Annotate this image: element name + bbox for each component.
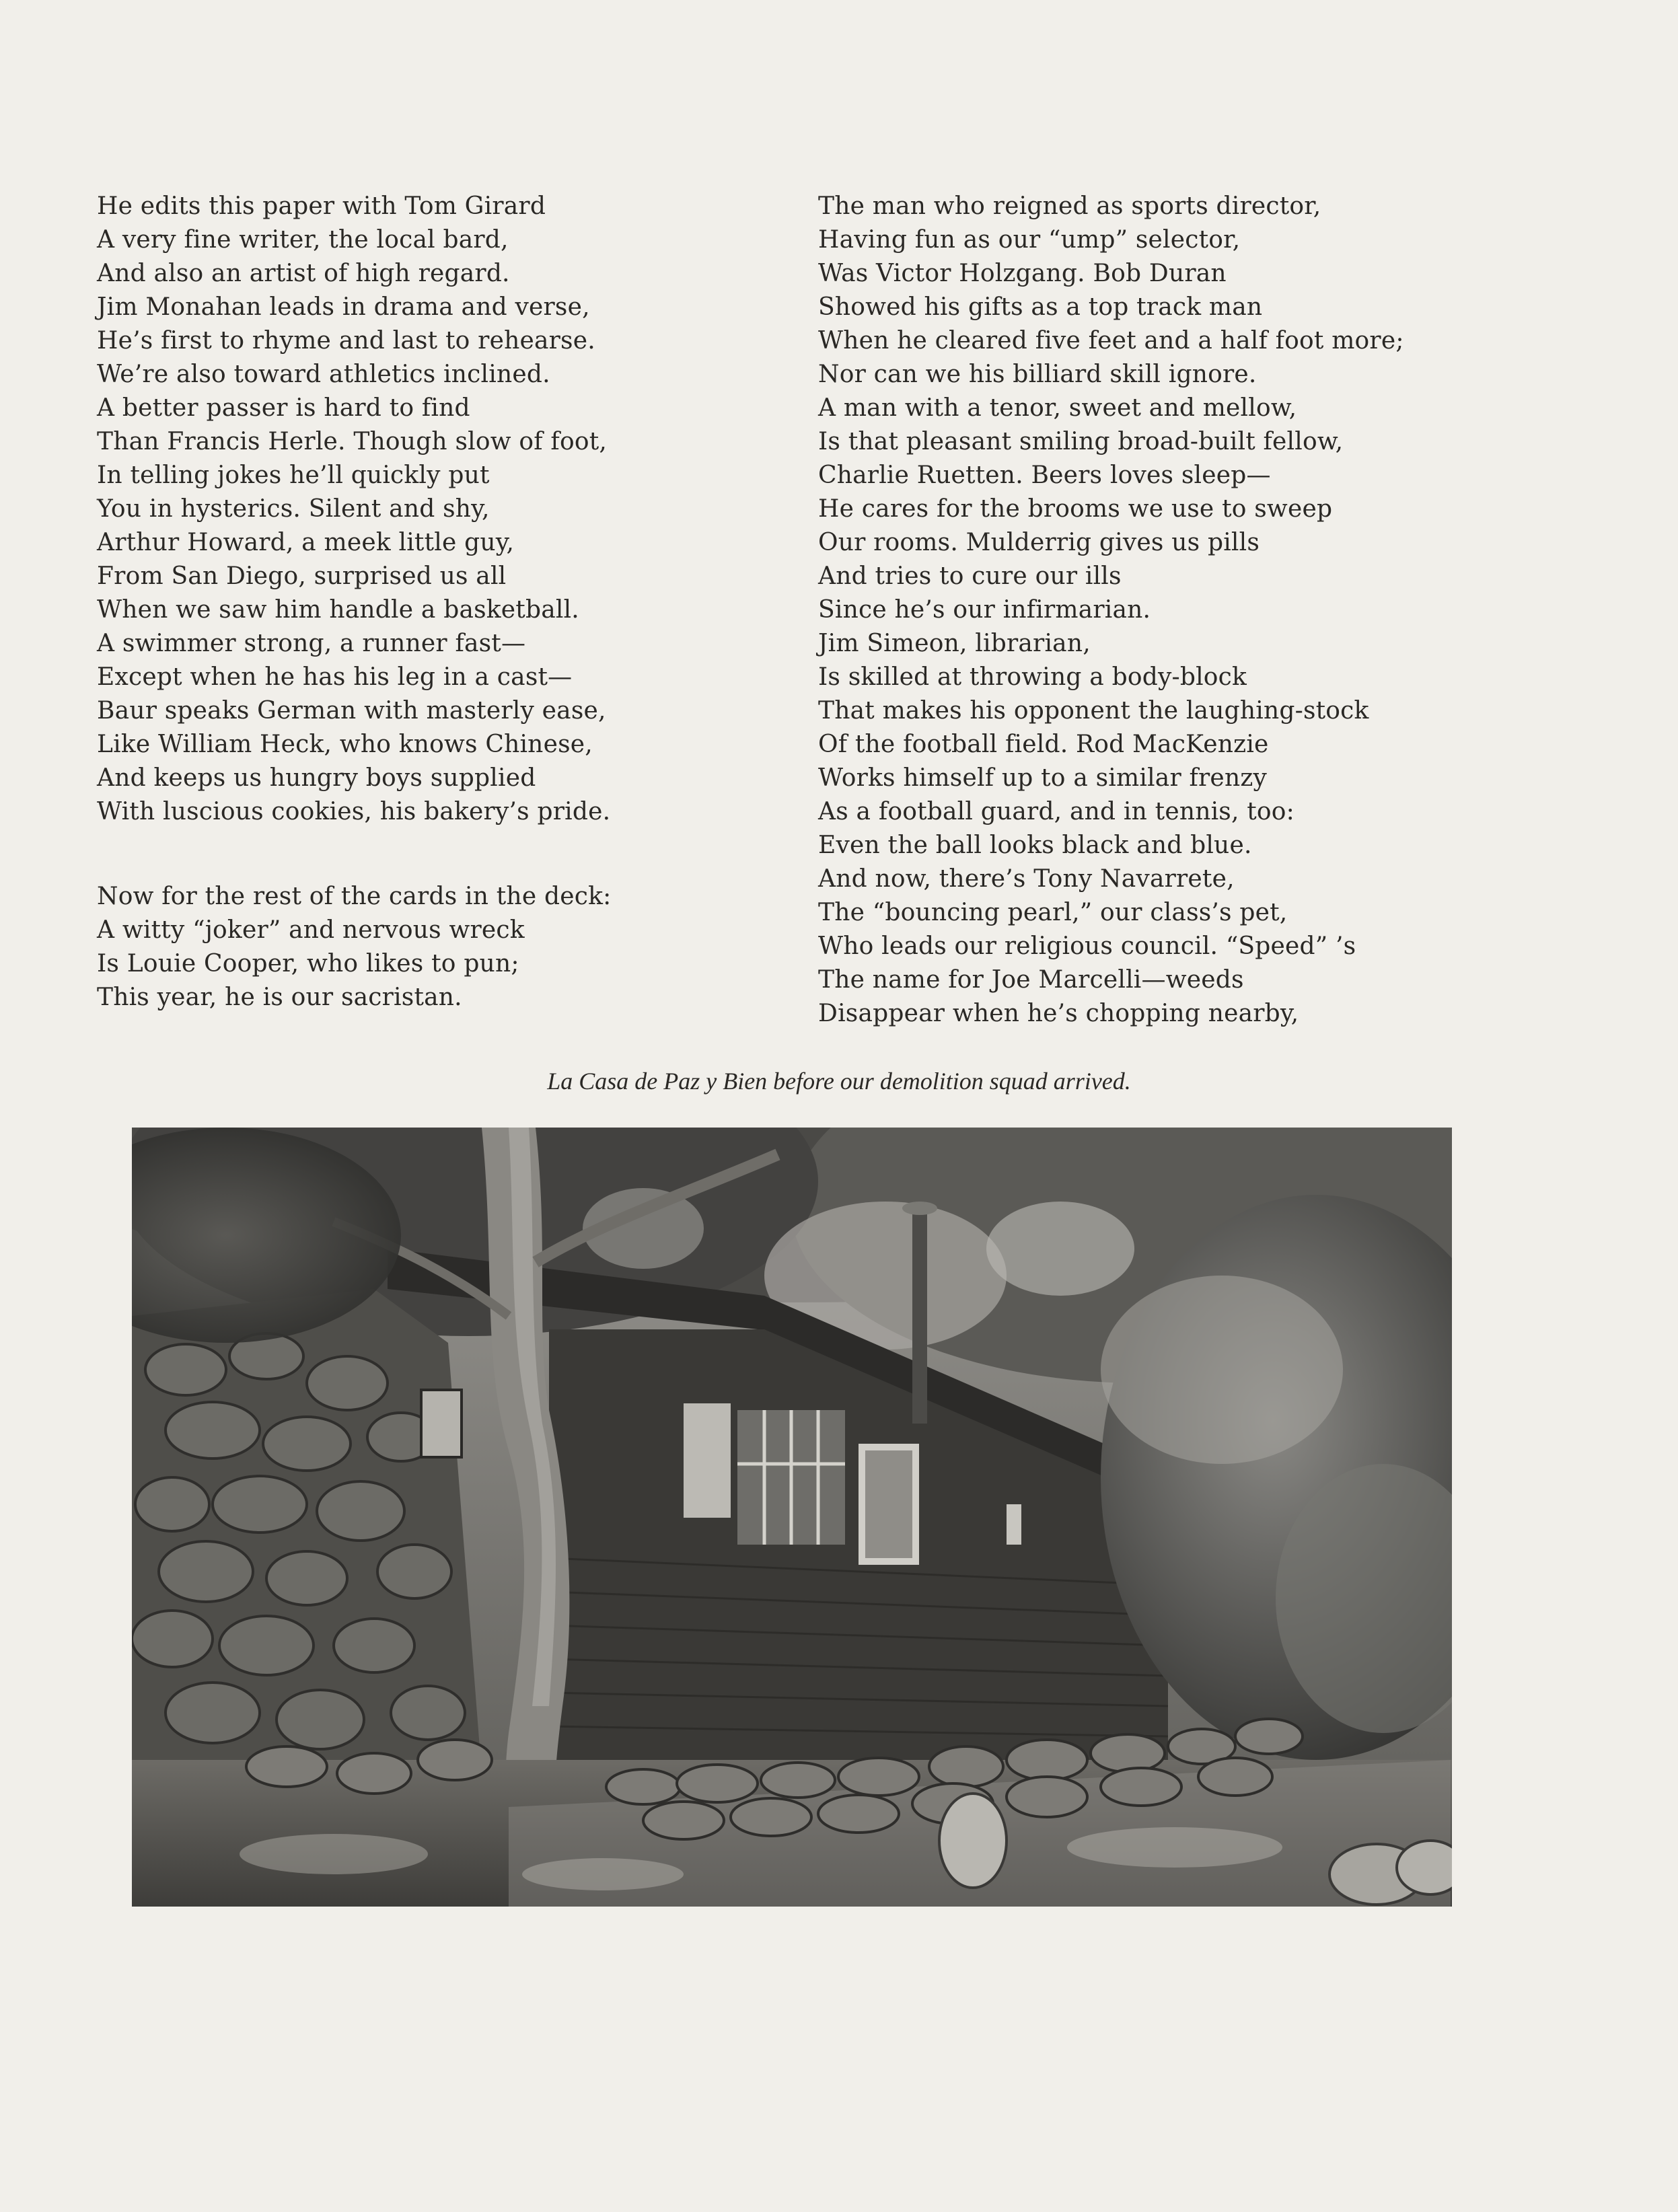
poem-line: He cares for the brooms we use to sweep	[818, 495, 1333, 523]
cabin-photograph	[132, 1128, 1452, 1907]
poem-line: A man with a tenor, sweet and mellow,	[818, 394, 1297, 422]
poem-line: From San Diego, surprised us all	[97, 562, 507, 590]
poem-line: He edits this paper with Tom Girard	[97, 192, 546, 220]
poem-line: In telling jokes he’ll quickly put	[97, 462, 490, 489]
photo-caption: La Casa de Paz y Bien before our demolition squad arrived.	[547, 1068, 1131, 1095]
poem-line: A better passer is hard to find	[97, 394, 470, 422]
poem-line: Is skilled at throwing a body-block	[818, 663, 1247, 691]
poem-line: A swimmer strong, a runner fast—	[97, 630, 526, 657]
poem-line: Of the football field. Rod MacKenzie	[818, 731, 1269, 758]
poem-line: Baur speaks German with masterly ease,	[97, 697, 606, 725]
poem-line: And keeps us hungry boys supplied	[97, 764, 536, 792]
poem-line: Having fun as our “ump” selector,	[818, 226, 1241, 254]
poem-line: When he cleared five feet and a half foot more;	[818, 327, 1404, 355]
poem-left-column	[97, 190, 743, 1015]
stanza-break	[97, 829, 743, 880]
poem-line: Jim Monahan leads in drama and verse,	[97, 293, 590, 321]
poem-line: Was Victor Holzgang. Bob Duran	[818, 260, 1227, 287]
poem-line: Even the ball looks black and blue.	[818, 832, 1252, 859]
poem-line: Since he’s our infirmarian.	[818, 596, 1151, 624]
poem-line: The “bouncing pearl,” our class’s pet,	[818, 899, 1288, 926]
poem-line: And now, there’s Tony Navarrete,	[818, 865, 1235, 893]
poem-line: Disappear when he’s chopping nearby,	[818, 1000, 1299, 1027]
poem-line: Arthur Howard, a meek little guy,	[97, 529, 515, 556]
poem-line: Showed his gifts as a top track man	[818, 293, 1263, 321]
poem-line: Nor can we his billiard skill ignore.	[818, 361, 1257, 388]
poem-line: Than Francis Herle. Though slow of foot,	[97, 428, 608, 455]
poem-line: Jim Simeon, librarian,	[818, 630, 1091, 657]
cabin-photo-illustration	[132, 1128, 1452, 1907]
poem-line: Is Louie Cooper, who likes to pun;	[97, 950, 519, 978]
poem-stanza-2	[97, 880, 743, 1015]
poem-line: The man who reigned as sports director,	[818, 192, 1321, 220]
poem-line: We’re also toward athletics inclined.	[97, 361, 550, 388]
poem-line: This year, he is our sacristan.	[97, 984, 462, 1011]
poem-line: As a football guard, and in tennis, too:	[818, 798, 1295, 825]
poem-line: You in hysterics. Silent and shy,	[97, 495, 490, 523]
poem-line: Charlie Ruetten. Beers loves sleep—	[818, 462, 1271, 489]
poem-line: Is that pleasant smiling broad-built fellow,	[818, 428, 1344, 455]
poem-line: That makes his opponent the laughing-stock	[818, 697, 1369, 725]
poem-line: Works himself up to a similar frenzy	[818, 764, 1268, 792]
poem-right-column	[818, 190, 1518, 1031]
poem-line: A very fine writer, the local bard,	[97, 226, 509, 254]
poem-line: He’s first to rhyme and last to rehearse.	[97, 327, 595, 355]
poem-stanza-1	[97, 190, 743, 829]
poem-line: Like William Heck, who knows Chinese,	[97, 731, 593, 758]
poem-line: Except when he has his leg in a cast—	[97, 663, 573, 691]
poem-line: Who leads our religious council. “Speed” ’s	[818, 932, 1356, 960]
poem-line: Now for the rest of the cards in the deck:	[97, 883, 612, 910]
poem-line: The name for Joe Marcelli—weeds	[818, 966, 1244, 994]
poem-line: And tries to cure our ills	[818, 562, 1122, 590]
poem-line: Our rooms. Mulderrig gives us pills	[818, 529, 1260, 556]
poem-line: And also an artist of high regard.	[97, 260, 510, 287]
poem-line: A witty “joker” and nervous wreck	[97, 916, 525, 944]
poem-line: When we saw him handle a basketball.	[97, 596, 579, 624]
poem-line: With luscious cookies, his bakery’s pride.	[97, 798, 611, 825]
